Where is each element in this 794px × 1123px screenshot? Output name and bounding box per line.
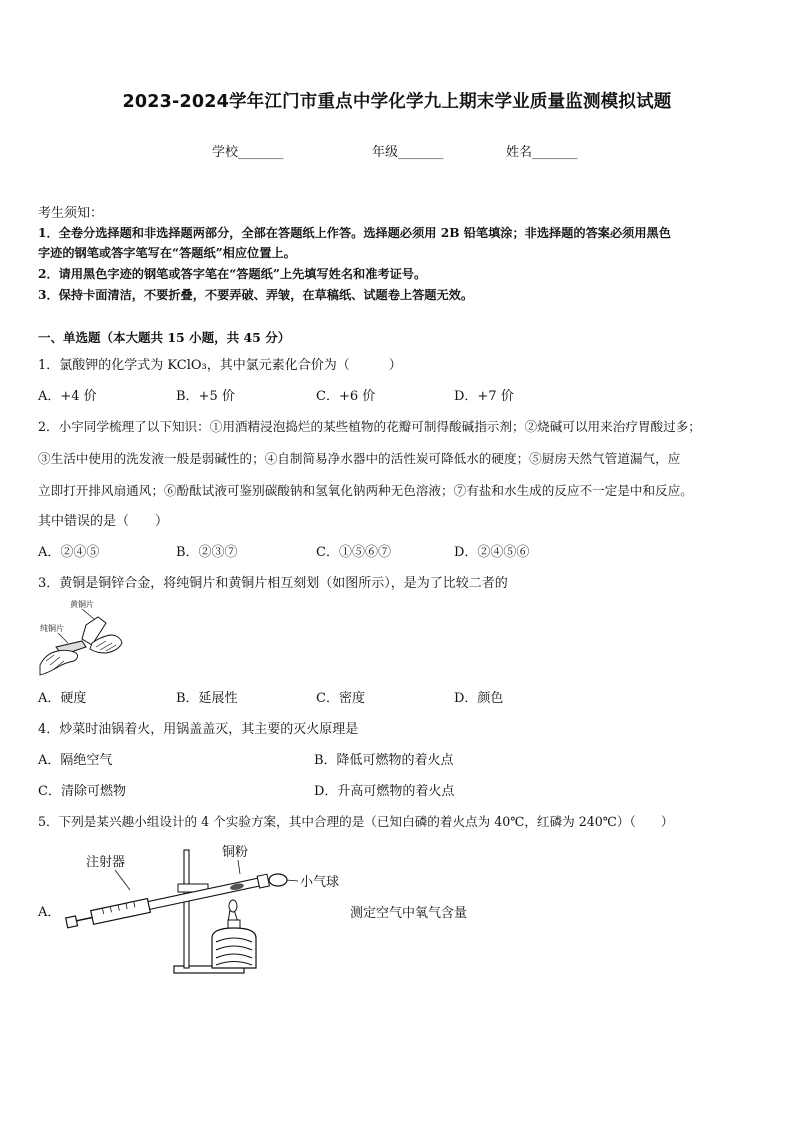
q2-stem-line1: 2．小宇同学梳理了以下知识：①用酒精浸泡捣烂的某些植物的花瓣可制得酸碱指示剂；②烧碱可以用来治疗胃酸过多； (38, 419, 701, 434)
q3-stem: 3．黄铜是铜锌合金，将纯铜片和黄铜片相互刻划（如图所示），是为了比较二者的 (38, 576, 508, 591)
oxygen-content-apparatus (60, 838, 360, 980)
balloon-label: 小气球 (300, 875, 340, 890)
q2-option-b[interactable]: B．②③⑦ (176, 545, 238, 560)
q4-option-c[interactable]: C．清除可燃物 (38, 784, 126, 799)
name-field: 姓名_______ (506, 145, 578, 160)
brass-plate-label: 黄铜片 (70, 600, 94, 609)
q1-option-c[interactable]: C．+6 价 (316, 389, 376, 404)
q2-stem-line3: 立即打开排风扇通风；⑥酚酞试液可鉴别碳酸钠和氢氧化钠两种无色溶液；⑦有盐和水生成的反应不一定是中和反应。 (38, 483, 693, 498)
q2-stem-line2: ③生活中使用的洗发液一般是弱碱性的；④自制简易净水器中的活性炭可降低水的硬度；⑤厨房天然气管道漏气，应 (38, 451, 681, 466)
q1-option-d[interactable]: D．+7 价 (454, 389, 514, 404)
syringe-label: 注射器 (86, 855, 126, 870)
q3-option-c[interactable]: C．密度 (316, 691, 365, 706)
q4-stem: 4．炒菜时油锅着火，用锅盖盖灭，其主要的灭火原理是 (38, 722, 359, 737)
q4-option-a[interactable]: A．隔绝空气 (38, 753, 113, 768)
q5-stem: 5．下列是某兴趣小组设计的 4 个实验方案，其中合理的是（已知白磷的着火点为 40℃，红磷为 240℃）（ ） (38, 814, 674, 829)
notice-item-1: 1．全卷分选择题和非选择题两部分，全部在答题纸上作答。选择题必须用 2B 铅笔填涂；非选择题的答案必须用黑色 (38, 226, 671, 240)
copper-powder-label: 铜粉 (222, 845, 249, 860)
q5-option-a-caption: 测定空气中氧气含量 (350, 906, 468, 921)
notice-item-1-cont: 字迹的钢笔或答字笔写在“答题纸”相应位置上。 (38, 246, 296, 260)
scratch-test-illustration (36, 595, 126, 680)
school-field: 学校_______ (212, 145, 284, 160)
grade-field: 年级_______ (372, 145, 444, 160)
q3-option-d[interactable]: D．颜色 (454, 691, 504, 706)
section-heading: 一、单选题（本大题共 15 小题，共 45 分） (38, 330, 291, 345)
q2-stem-line4: 其中错误的是（ ） (38, 514, 169, 529)
notice-item-3: 3．保持卡面清洁，不要折叠，不要弄破、弄皱，在草稿纸、试题卷上答题无效。 (38, 288, 474, 302)
notice-heading: 考生须知： (38, 206, 104, 221)
copper-plate-label: 纯铜片 (40, 624, 64, 633)
q2-option-d[interactable]: D．②④⑤⑥ (454, 545, 530, 560)
q1-option-b[interactable]: B．+5 价 (176, 389, 235, 404)
page-title: 2023-2024学年江门市重点中学化学九上期末学业质量监测模拟试题 (122, 92, 672, 112)
q4-option-b[interactable]: B．降低可燃物的着火点 (314, 753, 454, 768)
notice-item-2: 2．请用黑色字迹的钢笔或答字笔在“答题纸”上先填写姓名和准考证号。 (38, 267, 427, 281)
q1-stem: 1．氯酸钾的化学式为 KClO₃，其中氯元素化合价为（ ） (38, 358, 402, 373)
q5-option-a[interactable]: A． (38, 905, 61, 920)
q3-option-a[interactable]: A．硬度 (38, 691, 87, 706)
q4-option-d[interactable]: D．升高可燃物的着火点 (314, 784, 455, 799)
q1-option-a[interactable]: A．+4 价 (38, 389, 97, 404)
q2-option-a[interactable]: A．②④⑤ (38, 545, 100, 560)
q2-option-c[interactable]: C．①⑤⑥⑦ (316, 545, 391, 560)
q3-option-b[interactable]: B．延展性 (176, 691, 238, 706)
